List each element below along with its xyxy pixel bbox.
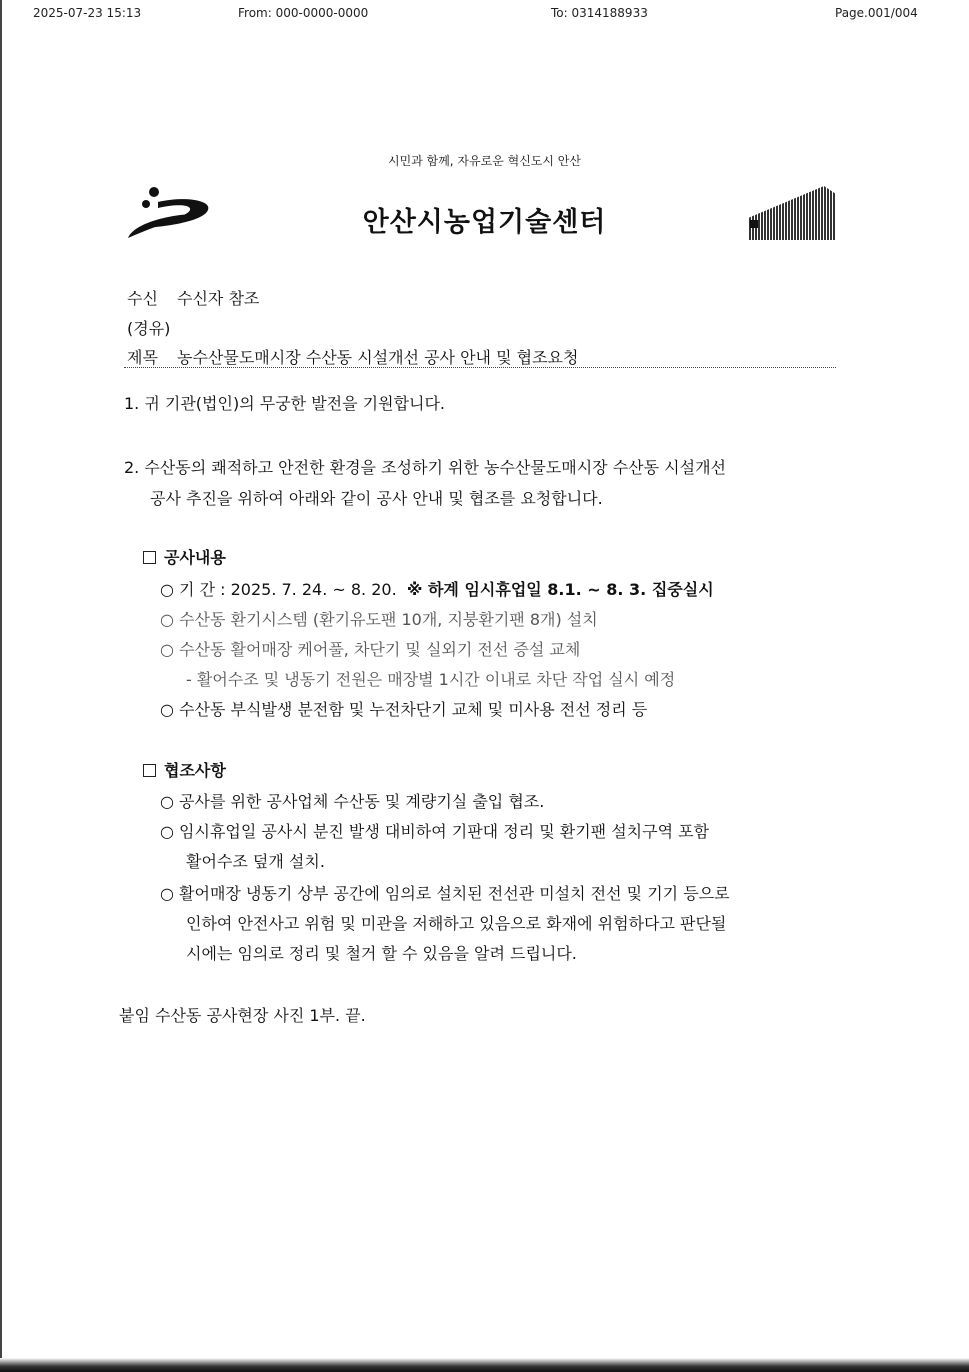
cooperation-item-removal-line-2: 인하여 안전사고 위험 및 미관을 저해하고 있음으로 화재에 위험하다고 판단될: [186, 914, 727, 933]
checkbox-square-icon: [143, 764, 156, 777]
fax-from: From: 000-0000-0000: [238, 6, 369, 20]
fax-to: To: 0314188933: [551, 6, 648, 20]
recipient-label: 수신: [127, 289, 158, 308]
cooperation-item-access: ○ 공사를 위한 공사업체 수산동 및 계량기실 출입 협조.: [160, 792, 545, 811]
fax-datetime: 2025-07-23 15:13: [33, 6, 142, 20]
cooperation-item-covers-line-1: ○ 임시휴업일 공사시 분진 발생 대비하여 기판대 정리 및 환기팬 설치구역 포함: [160, 822, 710, 841]
cooperation-item-removal-line-1: ○ 활어매장 냉동기 상부 공간에 임의로 설치된 전선관 미설치 전선 및 기기 등으로: [160, 884, 730, 903]
attachment-note: 붙임 수산동 공사현장 사진 1부. 끝.: [119, 1006, 366, 1025]
paragraph-2-line-2: 공사 추진을 위하여 아래와 같이 공사 안내 및 협조를 요청합니다.: [150, 489, 603, 508]
subject-row: [127, 345, 578, 368]
recipient-value: 수신자 참조: [177, 289, 260, 308]
section-construction-title: 공사내용: [143, 545, 226, 568]
via: (경유): [127, 319, 171, 338]
slogan: 시민과 함께, 자유로운 혁신도시 안산: [388, 154, 581, 168]
recipient-row: [127, 286, 259, 309]
summer-closure-note: ※ 하계 임시휴업일 8.1. ~ 8. 3. 집중실시: [406, 580, 714, 599]
construction-item-panels: ○ 수산동 부식발생 분전함 및 누전차단기 교체 및 미사용 전선 정리 등: [160, 700, 648, 719]
org-name: 안산시농업기술센터: [362, 207, 607, 238]
subject-divider: [124, 367, 836, 368]
subject-value: 농수산물도매시장 수산동 시설개선 공사 안내 및 협조요청: [177, 348, 579, 367]
fax-page: Page.001/004: [835, 6, 918, 20]
paragraph-2-line-1: 2. 수산동의 쾌적하고 안전한 환경을 조성하기 위한 농수산물도매시장 수산동 시설개선: [124, 458, 726, 477]
cooperation-item-covers-line-2: 활어수조 덮개 설치.: [186, 852, 325, 871]
subject-label: 제목: [127, 348, 158, 367]
construction-item-wiring-note: - 활어수조 및 냉동기 전원은 매장별 1시간 이내로 차단 작업 실시 예정: [186, 670, 676, 689]
construction-period: ○ 기 간 : 2025. 7. 24. ~ 8. 20. ※ 하계 임시휴업일 8.1. ~ 8. 3. 집중실시: [160, 580, 714, 599]
checkbox-square-icon: [143, 551, 156, 564]
section-cooperation-title: 협조사항: [143, 758, 226, 781]
construction-item-ventilation: ○ 수산동 환기시스템 (환기유도팬 10개, 지붕환기팬 8개) 설치: [160, 610, 598, 629]
2025-badge-icon: [746, 184, 838, 242]
scan-bottom-edge: [0, 1358, 969, 1372]
paragraph-1: 1. 귀 기관(법인)의 무궁한 발전을 기원합니다.: [124, 394, 446, 413]
cooperation-item-removal-line-3: 시에는 임의로 정리 및 철거 할 수 있음을 알려 드립니다.: [186, 944, 577, 963]
construction-item-wiring: ○ 수산동 활어매장 케어풀, 차단기 및 실외기 전선 증설 교체: [160, 640, 581, 659]
